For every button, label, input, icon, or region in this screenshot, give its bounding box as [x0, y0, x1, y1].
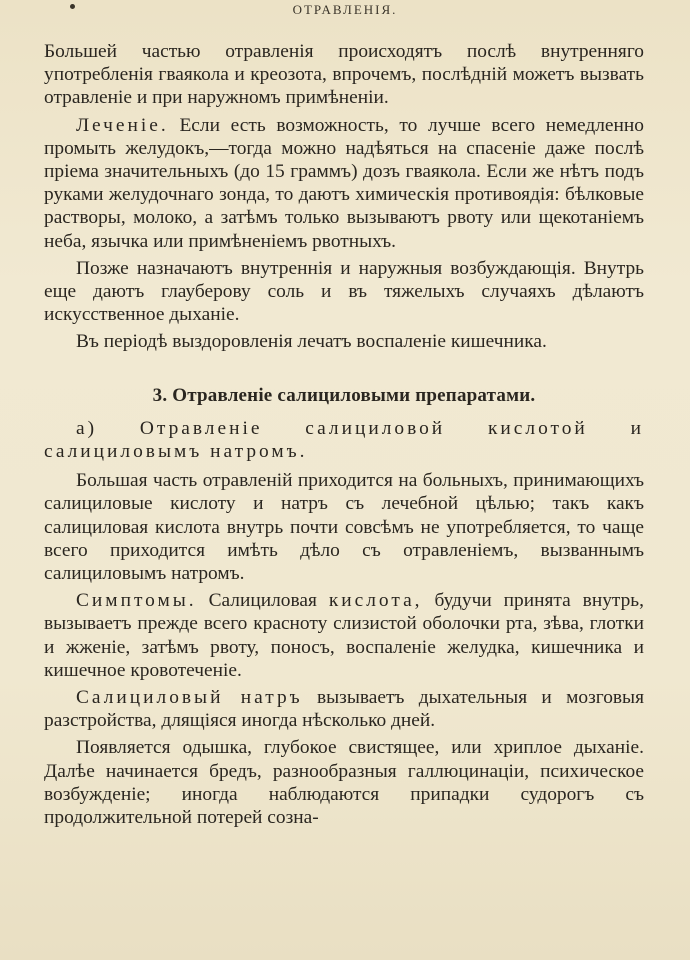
- running-header: [0, 0, 690, 18]
- paragraph-5: Большая часть отравленій приходится на больныхъ, принимающихъ салициловые кислоту и натръ съ лечебной цѣлью; такъ какъ салициловая кислота внутрь почти совсѣмъ не употребляется, то чаще всего приходится имѣть дѣло съ отравленіемъ, вызваннымъ салициловымъ натромъ.: [44, 470, 644, 585]
- paragraph-8: Появляется одышка, глубокое свистящее, или хриплое дыханіе. Далѣе начинается бредъ, разнообразныя галлюцинаціи, психическое возбужденіе; иногда наблюдаются припадки судорогъ съ продолжительной потерей созна-: [44, 737, 644, 829]
- spaced-lead: Симптомы.: [76, 590, 197, 612]
- paragraph-symptoms: [44, 589, 644, 682]
- paragraph-4: Въ періодѣ выздоровленія лечатъ воспаленіе кишечника.: [76, 331, 547, 353]
- paragraph-text: вызываетъ дыхательныя и мозговыя разстройства, длящіяся иногда нѣсколько дней.: [44, 687, 644, 732]
- running-title: ОТРАВЛЕНІЯ.: [292, 2, 398, 17]
- paragraph-7: [44, 686, 644, 732]
- paragraph-text: Если есть возможность, то лучше всего немедленно промыть желудокъ,—тогда можно надѣяться на спасеніе даже послѣ пріема значительныхъ (до 15 граммъ) дозъ гваякола. Если же нѣтъ подъ руками желудочнаго зонда, то даютъ химическія противоядія: бѣлковые растворы, молоко, а затѣмъ только вызываютъ рвоту или щекотаніемъ неба, язычка или примѣненіемъ рвотныхъ.: [44, 114, 644, 252]
- paragraph-3: Позже назначаютъ внутреннія и наружныя возбуждающія. Внутрь еще даютъ глауберову соль и въ тяжелыхъ случаяхъ дѣлаютъ искусственное дыханіе.: [44, 257, 644, 326]
- paragraph-text: Салициловая: [196, 590, 329, 612]
- paragraph-text: будучи принята внутрь, вызываетъ прежде всего красноту слизистой оболочки рта, зѣва, глотки и жженіе, затѣмъ рвоту, поносъ, воспаленіе желудка, кишечника и кишечное кровотеченіе.: [44, 590, 644, 681]
- paragraph-1: Большей частью отравленія происходятъ послѣ внутренняго употребленія гваякола и креозота, впрочемъ, послѣдній можетъ вызвать отравленіе и при наружномъ примѣненіи.: [44, 41, 644, 109]
- spaced-lead: Салициловый натръ: [76, 687, 303, 709]
- subsection-heading: а) Отравленіе салициловой кислотой и салициловымъ натромъ.: [44, 417, 644, 463]
- spaced-lead: Леченіе.: [76, 114, 169, 136]
- paragraph-treatment: [44, 114, 644, 253]
- body-text: [44, 40, 644, 829]
- section-heading: 3. Отравленіе салициловыми препаратами.: [152, 384, 536, 406]
- spaced-lead: кислота,: [328, 590, 423, 612]
